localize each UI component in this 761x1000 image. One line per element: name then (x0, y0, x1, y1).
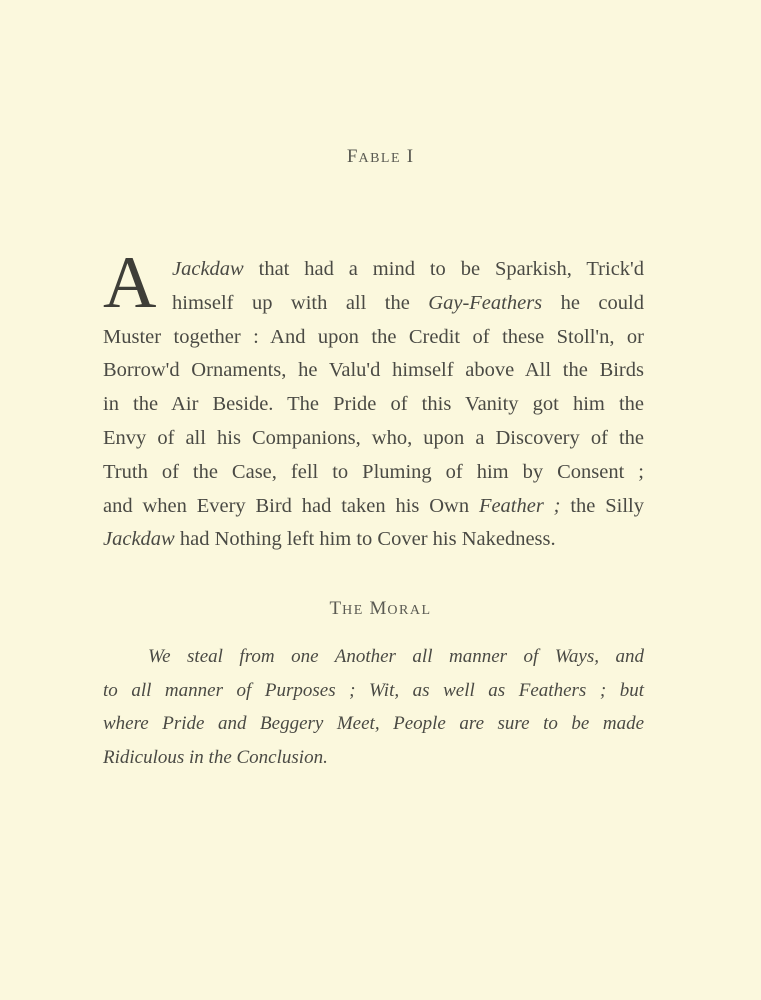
body-line-5: in the Air Beside. The Pride of this Vanity got him the (103, 393, 644, 416)
body-line-1 (103, 253, 644, 287)
moral-heading (0, 598, 761, 620)
body-line-6: Envy of all his Companions, who, upon a Discovery of the (103, 426, 644, 449)
moral-line-2: to all manner of Purposes ; Wit, as well as Feathers ; but (103, 679, 644, 701)
fable-heading (0, 146, 761, 168)
moral-heading-cap: M (369, 598, 388, 619)
body-italic-jackdaw: Jackdaw (172, 258, 244, 280)
body-line-2 (103, 287, 644, 321)
moral-line-4: Ridiculous in the Conclusion. (103, 746, 328, 768)
body-text-span: and when Every Bird had taken his Own (103, 494, 479, 517)
moral-heading-small: ORAL (387, 603, 432, 618)
drop-cap: A (103, 242, 157, 324)
fable-heading-cap: F (346, 146, 359, 167)
body-line-9 (103, 523, 644, 557)
body-text-span: the Silly (560, 494, 644, 517)
moral-line-1: We steal from one Another all manner of Ways, and (148, 646, 644, 667)
body-text-span: had Nothing left him to Cover his Nakedness. (174, 528, 556, 551)
body-italic-jackdaw: Jackdaw (103, 528, 175, 551)
fable-heading-numeral: I (406, 146, 415, 167)
moral-line-3: where Pride and Beggery Meet, People are sure to be made (103, 713, 644, 734)
moral-body (103, 640, 644, 774)
fable-body (103, 242, 644, 557)
fable-heading-small: ABLE (358, 151, 402, 166)
moral-heading-cap: T (329, 598, 343, 619)
body-text-span: that had a mind to be Sparkish, Trick'd (243, 258, 644, 280)
body-italic-gay-feathers: Gay-Feathers (428, 291, 543, 314)
body-line-8 (103, 490, 644, 524)
body-italic-feather: Feather ; (478, 494, 561, 517)
body-line-7: Truth of the Case, fell to Pluming of him by Consent ; (103, 460, 644, 483)
body-text-span: he could (542, 291, 644, 314)
moral-heading-small: HE (342, 603, 364, 618)
body-line-3: Muster together : And upon the Credit of these Stoll'n, or (103, 325, 644, 348)
body-line-4: Borrow'd Ornaments, he Valu'd himself above All the Birds (103, 359, 644, 382)
body-text-span: himself up with all the (172, 291, 429, 314)
